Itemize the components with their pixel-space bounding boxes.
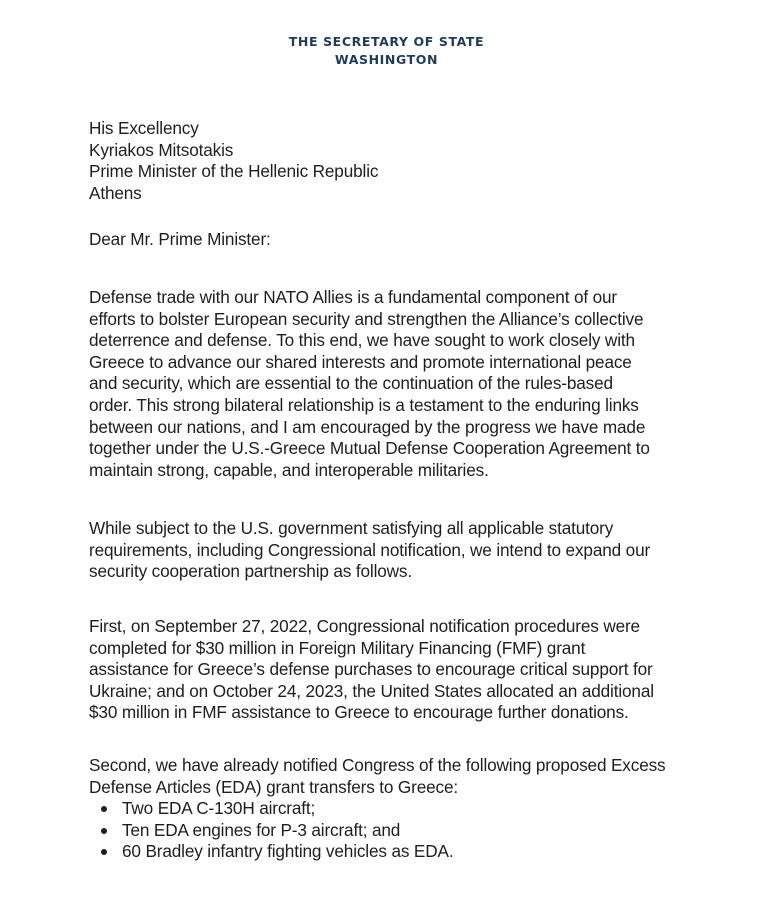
paragraph-line: Greece to advance our shared interests and promote international peace — [89, 351, 632, 372]
address-line: Kyriakos Mitsotakis — [89, 139, 234, 160]
paragraph-line: together under the U.S.-Greece Mutual Defense Cooperation Agreement to — [89, 438, 650, 459]
letterhead-city: WASHINGTON — [334, 52, 439, 67]
paragraph-line: Defense Articles (EDA) grant transfers to Greece: — [89, 776, 459, 797]
list-item-text: 60 Bradley infantry fighting vehicles as EDA. — [122, 841, 454, 862]
list-item-text: Two EDA C-130H aircraft; — [122, 798, 316, 818]
paragraph-line: First, on September 27, 2022, Congressional notification procedures were — [89, 616, 640, 636]
paragraph-line: order. This strong bilateral relationship is a testament to the enduring links — [89, 394, 639, 415]
list-item — [89, 820, 453, 842]
salutation-text: Dear Mr. Prime Minister: — [89, 229, 271, 249]
list-item-text: Ten EDA engines for P-3 aircraft; and — [122, 819, 401, 840]
paragraph-eda — [89, 755, 729, 798]
paragraph-line: Defense trade with our NATO Allies is a fundamental component of our — [89, 287, 617, 307]
paragraph-line: efforts to bolster European security and strengthen the Alliance’s collective — [89, 308, 644, 329]
recipient-address — [89, 118, 729, 204]
letterhead-title: THE SECRETARY OF STATE — [288, 34, 485, 49]
paragraph-line: maintain strong, capable, and interoperable militaries. — [89, 459, 489, 480]
paragraph-line: Second, we have already notified Congress of the following proposed Excess — [89, 755, 666, 775]
paragraph-line: Ukraine; and on October 24, 2023, the United States allocated an additional — [89, 680, 654, 701]
list-item — [89, 798, 453, 820]
letterhead — [0, 33, 761, 69]
salutation — [89, 229, 729, 251]
paragraph-line: completed for $30 million in Foreign Military Financing (FMF) grant — [89, 637, 586, 658]
paragraph-line: $30 million in FMF assistance to Greece to encourage further donations. — [89, 702, 629, 723]
list-item — [89, 841, 453, 863]
paragraph-fmf — [89, 616, 729, 724]
paragraph-line: security cooperation partnership as follows. — [89, 561, 412, 582]
address-line: His Excellency — [89, 118, 199, 138]
paragraph-line: between our nations, and I am encouraged by the progress we have made — [89, 416, 646, 437]
paragraph-line: While subject to the U.S. government satisfying all applicable statutory — [89, 518, 614, 538]
paragraph-line: assistance for Greece’s defense purchases to encourage critical support for — [89, 659, 653, 680]
paragraph-line: and security, which are essential to the continuation of the rules-based — [89, 373, 613, 394]
bullet-icon — [101, 849, 107, 855]
bullet-icon — [101, 828, 107, 834]
address-line: Prime Minister of the Hellenic Republic — [89, 161, 379, 182]
eda-transfer-list — [89, 798, 453, 863]
paragraph-statutory — [89, 518, 729, 583]
paragraph-line: requirements, including Congressional notification, we intend to expand our — [89, 539, 651, 560]
paragraph-defense-trade — [89, 287, 729, 481]
bullet-icon — [101, 806, 107, 812]
paragraph-line: deterrence and defense. To this end, we have sought to work closely with — [89, 330, 635, 351]
address-line: Athens — [89, 182, 142, 203]
